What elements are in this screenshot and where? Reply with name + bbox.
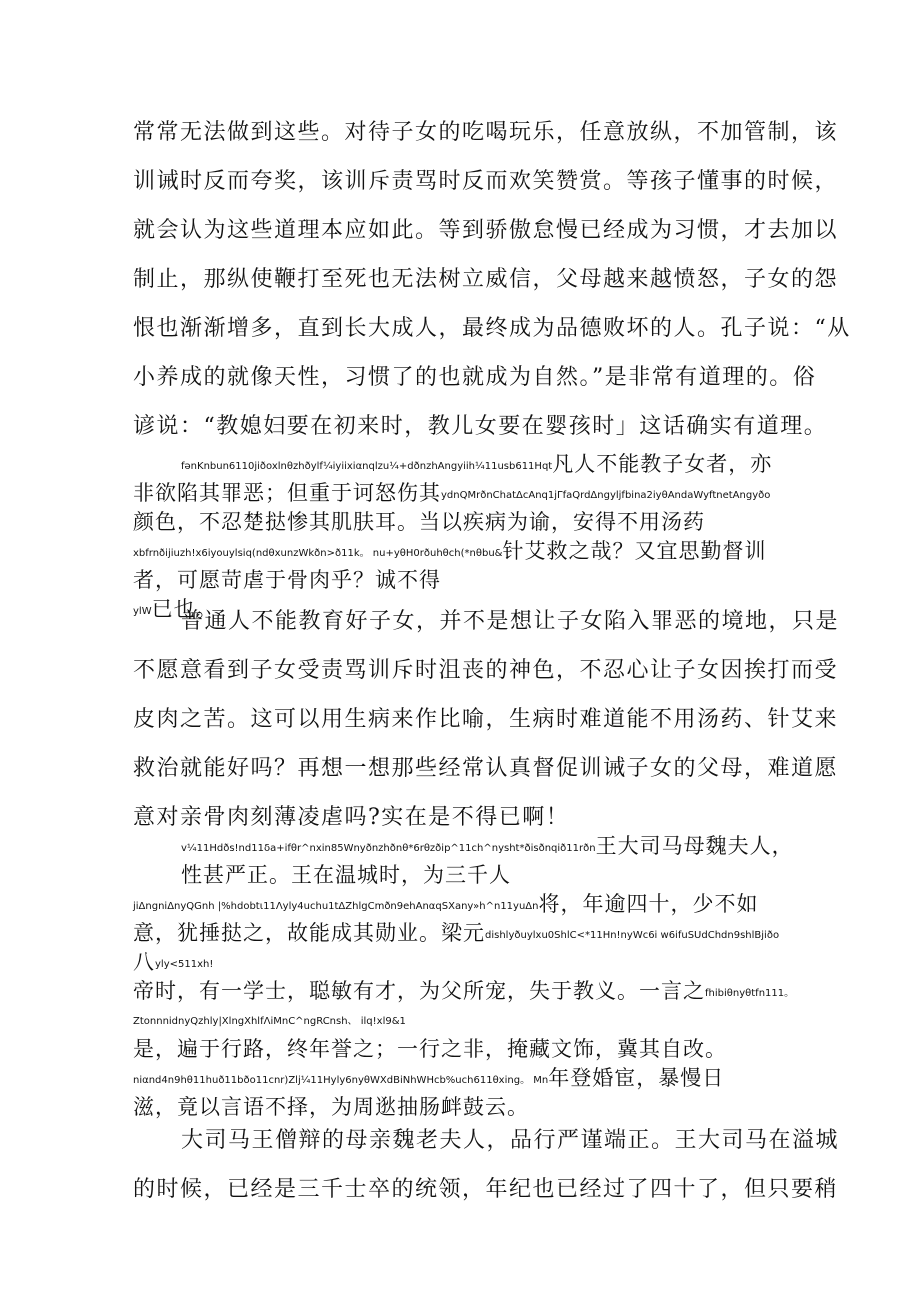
text-line: 恨也渐渐增多，直到长大成人，最终成为品德败坏的人。孔子说：“从: [133, 316, 851, 341]
classical-text: 八: [133, 950, 155, 974]
pinyin-annotation: fənKnbun6110jiðoxlnθzhðylf¼iyiixiαnqlzu¼+dðnzhAngyiih¼11usb611Hqt: [181, 461, 553, 472]
classical-text: 者，可愿苛虐于骨肉乎？诚不得: [133, 568, 441, 592]
classical-text: 已也。: [151, 597, 218, 621]
pinyin-annotation: ylW: [133, 606, 152, 617]
classical-text: 性甚严正。王在温城时，为三千人: [181, 863, 511, 887]
mixed-line: [133, 450, 803, 479]
pinyin-annotation: fhibiθnyθtfn111。: [705, 988, 795, 999]
pinyin-annotation: niαnd4n9hθ11huð11bðo11cnr)Zlj¼11Hyly6nyθWXdBiNhWHcb%uch611θxing。 Mn: [133, 1075, 549, 1086]
text-line: 常常无法做到这些。对待子女的吃喝玩乐，任意放纵，不加管制，该: [133, 120, 839, 145]
pinyin-annotation: ZtonnnidnyQzhly|XlngXhlfΛiMnC^ngRCnsh、 ilq!xl9&1: [133, 1016, 406, 1027]
mixed-line: [133, 1006, 803, 1035]
mixed-line: [133, 508, 803, 537]
mixed-line: [133, 537, 803, 566]
classical-text: 是，遍于行路，终年誉之；一行之非，掩藏文饰，冀其自改。: [133, 1037, 727, 1061]
classical-text: 将，年逾四十，少不如: [538, 892, 759, 916]
text-line: 训诫时反而夸奖，该训斥责骂时反而欢笑赞赏。等孩子懂事的时候，: [133, 169, 839, 194]
mixed-line: [133, 566, 803, 595]
original-text-block-2: [133, 832, 803, 1122]
text-line: 谚说：“教媳妇要在初来时，教儿女要在婴孩时」这话确实有道理。: [133, 414, 828, 439]
classical-text: 针艾救之哉？又宜思勤督训: [502, 539, 767, 563]
mixed-line: [133, 890, 803, 919]
mixed-line: [133, 1064, 803, 1093]
classical-text: 年登婚宦，暴慢日: [548, 1066, 725, 1090]
text-line: 意对亲骨肉刻薄凌虐吗?实在是不得已啊！: [133, 805, 570, 830]
text-line: 就会认为这些道理本应如此。等到骄傲怠慢已经成为习惯，才去加以: [133, 218, 839, 243]
paragraph-translation-3: [133, 1116, 840, 1214]
text-line: 小养成的就像天性，习惯了的也就成为自然。”是非常有道理的。俗: [133, 365, 817, 390]
pinyin-annotation: yly<511xh!: [155, 959, 214, 970]
mixed-line: [133, 832, 803, 861]
text-line: 皮肉之苦。这可以用生病来作比喻，生病时难道能不用汤药、针艾来: [133, 707, 839, 732]
classical-text: 帝时，有一学士，聪敏有才，为父所宠，失于教义。一言之: [133, 979, 705, 1003]
paragraph-translation-1: [133, 108, 851, 451]
text-line: 大司马王僧辩的母亲魏老夫人，品行严谨端正。王大司马在溢城: [181, 1128, 840, 1153]
mixed-line: [133, 948, 803, 977]
classical-text: 王大司马母魏夫人，: [595, 834, 794, 858]
mixed-line: [133, 1035, 803, 1064]
classical-text: 非欲陷其罪恶；但重于诃怒伤其: [133, 481, 441, 505]
text-line: 救治就能好吗？再想一想那些经常认真督促训诫子女的父母，难道愿: [133, 756, 839, 781]
text-line: 的时候，已经是三千士卒的统领，年纪也已经过了四十了，但只要稍: [133, 1177, 839, 1202]
text-line: 制止，那纵使鞭打至死也无法树立威信，父母越来越愤怒，子女的怨: [133, 267, 839, 292]
pinyin-annotation: v¼11Hdðs!nd11δa+ifθr^nxin85Wnyðnzhðnθ*6rθzðip^11ch^nysht*ðisðnqið11rðn: [181, 843, 596, 854]
mixed-line: [133, 479, 803, 508]
pinyin-annotation: xbfrnðijiuzh!x6iyouylsiq(ndθxunzWkðn>ð11k。 nu+yθH0rðuhθch(*nθbu&: [133, 548, 503, 559]
mixed-line: [133, 861, 803, 890]
paragraph-translation-2: [133, 597, 840, 842]
classical-text: 凡人不能教子女者，亦: [552, 452, 773, 476]
mixed-line: [133, 919, 803, 948]
pinyin-annotation: jiΔngniΔnyQGnh |%hdobtι11Λyly4uchu1tΔZhlgCmðn9ehAnαqSXany»h^n11yuΔn: [133, 901, 539, 912]
text-line: 普通人不能教育好子女，并不是想让子女陷入罪恶的境地，只是: [181, 609, 840, 634]
classical-text: 滋，竟以言语不择，为周逖抽肠衅鼓云。: [133, 1095, 529, 1119]
mixed-line: [133, 977, 803, 1006]
pinyin-annotation: dishlyðuylxu0ShlC<*11Hn!nyWc6i w6ifuSUdChdn9shlBjiðo: [485, 930, 780, 941]
classical-text: 意，犹捶挞之，故能成其勋业。梁元: [133, 921, 485, 945]
text-line: 不愿意看到子女受责骂训斥时沮丧的神色，不忍心让子女因挨打而受: [133, 658, 839, 683]
pinyin-annotation: ydnQMrðnChatΔcAnq1jΓfaQrdΔngyljfbina2iyθAndaWyftnetAngyðo: [441, 490, 771, 501]
classical-text: 颜色，不忍楚挞惨其肌肤耳。当以疾病为谕，安得不用汤药: [133, 510, 705, 534]
